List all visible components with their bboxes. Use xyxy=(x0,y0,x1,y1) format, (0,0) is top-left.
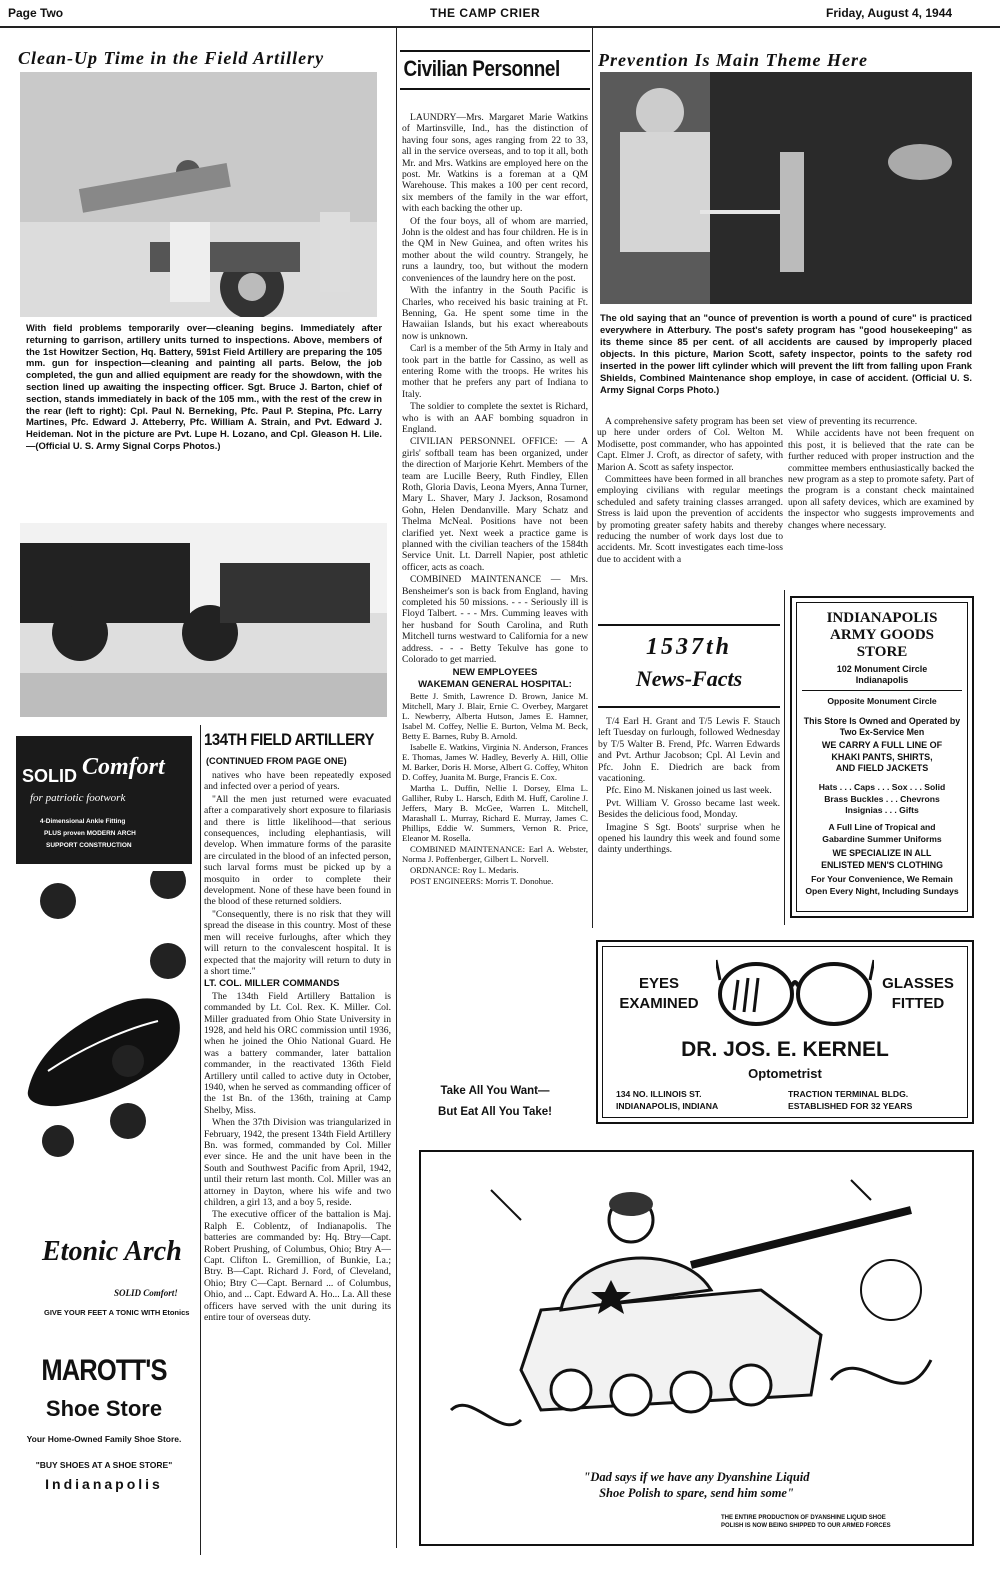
cartoon-ad xyxy=(419,1150,974,1546)
fa134-paragraph: "All the men just returned were evacuated after a comparatively short exposure to filariasis and there is little likelihood—that serious consequences, including elephantiasis, will develop. When immature forms of the parasite are circulated in the blood of an infected person, such larval forms must be picked up by a mosquito in order to complete their development. None of these have been found in the blood of these returned soldiers. xyxy=(204,793,391,908)
shoe-ad-feature: PLUS proven MODERN ARCH xyxy=(44,830,136,837)
slogan-line-1: Take All You Want— xyxy=(440,1085,550,1097)
cartoon-fine-print xyxy=(721,1514,891,1530)
army-goods-line-item: KHAKI PANTS, SHIRTS, xyxy=(831,751,933,762)
optometrist-building-line: TRACTION TERMINAL BLDG. xyxy=(788,1089,909,1099)
shoe-ad-store-type: Shoe Store xyxy=(45,1396,163,1421)
optometrist-name: DR. JOS. E. KERNEL xyxy=(681,1038,889,1061)
fa134-paragraph: natives who have been repeatedly exposed and infected over a period of years. xyxy=(204,770,391,793)
army-goods-owned: This Store Is Owned and Operated by Two Ex-Service Men xyxy=(803,716,961,737)
shoe-ad-feature: SUPPORT CONSTRUCTION xyxy=(46,842,132,849)
civilian-paragraph: The soldier to complete the sextet is Richard, who is with an AAF bombing squadron in England. xyxy=(402,401,588,435)
artillery-photo-bottom xyxy=(20,523,387,717)
civilian-body xyxy=(402,112,588,912)
fa134-paragraph: When the 37th Division was triangularized in February, 1942, the present 134th Field Artillery Bn. was formed, commanded by Col. Miller ever since. He and the unit have been in the South and Southwest Pacific from April, 1942, until their return last month. Col. Miller was an attorney in Dayton, where his wife and two children, a girl 13, and a boy 5, reside. xyxy=(204,1117,391,1209)
fa134-continued: (CONTINUED FROM PAGE ONE) xyxy=(206,756,347,766)
optometrist-address-line: INDIANAPOLIS, INDIANA xyxy=(616,1101,719,1111)
army-goods-name-line: STORE xyxy=(856,644,908,660)
news-facts-paragraph: T/4 Earl H. Grant and T/5 Lewis F. Stauch left Tuesday on furlough, followed Wednesday by T/5 Walter B. Frend, Pfc. Warren Edwards and Pvt. Arthur Jacobson; Cpl. Al Levin and Pfc. John E. Diedrich are back from vacationing. xyxy=(598,716,780,785)
army-goods-specialize-line: WE SPECIALIZE IN ALL xyxy=(832,848,932,858)
artillery-photo-top xyxy=(20,72,377,317)
army-goods-line-item: WE CARRY A FULL LINE OF xyxy=(821,740,943,750)
optometrist-address xyxy=(616,1088,718,1112)
fa134-paragraph: The executive officer of the battalion is Maj. Ralph E. Coblentz, of Indianapolis. The batteries are commanded by: Hq. Btry—Capt. Robert Prushing, of Columbus, Ohio; Btry A—Capt. Clifton L. Gremillion, of Bunkie, La.; Btry. B—Capt. Richard J. Ford, of Cleveland, Ohio; Btry C—Capt. Bernard ... of Columbus, Ohio, and ... Capt. Edward A. Ho... La. All these officers have served with the unit during its entire tour of overseas duty. xyxy=(204,1209,391,1324)
optometrist-eyes-line: EXAMINED xyxy=(619,995,699,1012)
army-goods-convenience: For Your Convenience, We Remain Open Every Night, Including Sundays xyxy=(805,874,959,896)
army-goods-items xyxy=(792,782,972,817)
army-goods-specialize xyxy=(792,848,972,871)
civilian-paragraph: With the infantry in the South Pacific is Charles, who received his basic training at Ft. Benning, Ga. He spent some time in the Hawaiian Islands, but his exact whereabouts now is unknown. xyxy=(402,285,588,342)
optometrist-building xyxy=(788,1088,912,1112)
optometrist-glasses xyxy=(866,974,970,1014)
army-goods-line-item: AND FIELD JACKETS xyxy=(835,763,929,773)
fa134-paragraph: "Consequently, there is no risk that they will spread the disease in this country. Most of these men will receive furloughs, after which they will return to the convalescent hospital. It is expected that the majority will return to duty in a short time." xyxy=(204,908,391,977)
optometrist-building-line: ESTABLISHED FOR 32 YEARS xyxy=(788,1101,913,1111)
army-goods-items-line: Brass Buckles . . . Chevrons xyxy=(824,793,940,804)
shoe-ad-tonic: GIVE YOUR FEET A TONIC WITH Etonics xyxy=(44,1308,190,1317)
army-goods-tropical-line: Gabardine Summer Uniforms xyxy=(822,833,942,844)
shoe-illustration xyxy=(18,871,194,1171)
cartoon-caption-1: "Dad says if we have any Dyanshine Liquid xyxy=(583,1470,810,1484)
prevention-caption: The old saying that an "ounce of prevention is worth a pound of cure" is practiced everywhere in Atterbury. The post's safety program has "good housekeeping" as its theme since 85 per cent. of all accidents are caused by improperly placed objects. In this picture, Marion Scott, safety inspector, points to the safety rod inserted in the power lift cylinder which will prevent the lift from falling upon Frank Shields, Combined Maintenance shop employe, in case of accident. (Official U. S. Army Signal Corps Photo.) xyxy=(600,312,972,395)
post-engineers-list: POST ENGINEERS: Morris T. Donohue. xyxy=(410,876,554,887)
optometrist-eyes xyxy=(604,974,714,1014)
prevention-headline: Prevention Is Main Theme Here xyxy=(598,50,868,70)
shoe-ad-buy: "BUY SHOES AT A SHOE STORE" xyxy=(35,1460,173,1470)
optometrist-ad xyxy=(596,940,974,1124)
shoe-ad-solid: SOLID xyxy=(22,766,78,786)
tank-cartoon xyxy=(431,1160,961,1460)
news-facts-body xyxy=(598,716,780,916)
issue-date: Friday, August 4, 1944 xyxy=(826,6,953,20)
news-facts-header xyxy=(598,624,780,708)
prevention-paragraph: A comprehensive safety program has been set up here under orders of Col. Welton M. Modisette, post commander, who has appointed Capt. Elmer J. Croft, as director of safety, with Marion A. Scott as safety inspector. xyxy=(597,416,783,473)
cartoon-fine-print-line: POLISH IS NOW BEING SHIPPED TO OUR ARMED FORCES xyxy=(721,1523,891,1529)
news-facts-paragraph: Pfc. Eino M. Niskanen joined us last week. xyxy=(606,785,772,797)
hospital-head: WAKEMAN GENERAL HOSPITAL: xyxy=(418,678,572,690)
shoe-ad-patriotic: for patriotic footwork xyxy=(30,792,126,804)
civilian-paragraph: Carl is a member of the 5th Army in Italy and took part in the battle for Cassino, as well as entering Rome with the troops. He writes his mother that he prefers any part of Indiana to Italy. xyxy=(402,343,588,400)
prevention-paragraph: view of preventing its recurrence. xyxy=(788,416,918,427)
optometrist-eyes-line: EYES xyxy=(638,975,680,992)
civilian-headline: Civilian Personnel xyxy=(403,56,560,81)
shoe-ad xyxy=(14,736,194,1551)
shoe-ad-solid-comfort: SOLID Comfort! xyxy=(114,1288,178,1298)
army-goods-tropical-line: A Full Line of Tropical and xyxy=(828,822,936,832)
shoe-ad-comfort: Comfort xyxy=(82,754,165,780)
prevention-col-1 xyxy=(597,416,783,588)
shoe-ad-brand: Etonic Arch xyxy=(42,1236,182,1267)
page-number: Page Two xyxy=(8,6,64,20)
army-goods-opposite: Opposite Monument Circle xyxy=(827,696,937,706)
army-goods-tropical xyxy=(792,822,972,845)
optometrist-title: Optometrist xyxy=(748,1066,822,1081)
shoe-ad-feature: 4-Dimensional Ankle Fitting xyxy=(40,818,126,825)
glasses-icon xyxy=(716,950,874,1032)
slogan-line-2: But Eat All You Take! xyxy=(438,1106,552,1118)
army-goods-items-line: Insignias . . . Gifts xyxy=(845,805,919,815)
army-goods-name-line: INDIANAPOLIS xyxy=(826,610,938,626)
army-goods-items-line: Hats . . . Caps . . . Sox . . . Solid xyxy=(818,782,946,792)
optometrist-glasses-line: FITTED xyxy=(891,995,945,1012)
prevention-paragraph: Committees have been formed in all branches employing civilians with regular meetings scheduled and safety training classes arranged. Stress is laid upon the prevention of accidents by promoting greater safety habits and thereby reducing the number of work days lost due to accidents. Mr. Scott investigates each time-loss due to accident with a xyxy=(597,474,783,565)
army-goods-address: 102 Monument Circle xyxy=(836,664,928,674)
optometrist-address-line: 134 NO. ILLINOIS ST. xyxy=(616,1089,702,1099)
army-goods-line xyxy=(792,740,972,775)
fa134-paragraph: The 134th Field Artillery Battalion is commanded by Lt. Col. Rex. K. Miller. Col. Miller graduated from Ohio State University in 1928, and held his ORC commission until 1936, when he joined the Ohio National Guard. He was a battery commander, later battalion commander, in the reactivated 136th Field Artillery until called to active duty in October, 1940, when he served as commanding officer of the 1st Bn. of the 136th, training at Camp Shelby, Miss. xyxy=(204,990,391,1116)
cartoon-caption-2: Shoe Polish to spare, send him some" xyxy=(599,1486,794,1500)
new-employees-head: NEW EMPLOYEES xyxy=(452,666,538,678)
employee-list: Bette J. Smith, Lawrence D. Brown, Janice M. Mitchell, Mary J. Blair, Ernie C. Overbey, Margaret L. Newberry, Alberta Hutson, James E. Hamner, Isabel M. Coffey, Nellie E. Burton, Velma M. Beck, Betty E. Barnes, Ruby B. Arnold. xyxy=(402,691,588,742)
army-goods-specialize-line: ENLISTED MEN'S CLOTHING xyxy=(821,859,943,870)
news-facts-paragraph: Pvt. William V. Grosso became last week. Besides the delicious food, Monday. xyxy=(598,797,780,821)
army-goods-name xyxy=(792,610,972,661)
prevention-photo xyxy=(600,72,972,304)
news-facts-title-1: 1537th xyxy=(645,634,732,660)
shoe-ad-banner xyxy=(16,736,192,864)
artillery-headline: Clean-Up Time in the Field Artillery xyxy=(18,48,325,68)
civilian-paragraph: LAUNDRY—Mrs. Margaret Marie Watkins of Martinsville, Ind., has the distinction of having four sons, ages ranging from 22 to 33, all in the service overseas, and to top it all, both Mr. and Mrs. Watkins are employed here on the post. Mr. Watkins is a foreman at a QM Warehouse. This makes a 100 per cent record, six members of the family in the war effort, with each backing the other up. xyxy=(402,112,588,215)
shoe-ad-family: Your Home-Owned Family Shoe Store. xyxy=(26,1434,182,1444)
prevention-paragraph: While accidents have not been frequent on this post, it is believed that the rate can be further reduced with proper instruction and the committee members enthusiastically backed the new program as a step to promote safety. Part of the program is a constant check maintained upon all safety devices, which are examined by the inspector who suggests improvements and changes where necessary. xyxy=(788,428,974,531)
news-facts-paragraph: Imagine S Sgt. Boots' surprise when he opened his laundry this week and found some dainty underthings. xyxy=(598,821,780,856)
civilian-paragraph: CIVILIAN PERSONNEL OFFICE: — A girls' softball team has been organized, under the direction of Marjorie Kehrt. Members of the team are Lucille Beery, Ruth Findley, Ellen Roth, Gloria Davis, Leona Myers, Anna Turner, Mary L. Shaver, Mary J. Jackson, Rosamond Gohn, Helen Dendanville. Mary Schatz and Thelma McNeal. Positions have not been clarified yet. Next week a practice game is planned with the civilian teachers of the 1584th Service Unit. Lt. Darrell Napier, post athletic officer, acts as coach. xyxy=(402,436,588,573)
employee-list: Martha L. Duffin, Nellie I. Dorsey, Elma L. Galliher, Ruby L. Harsch, Edith M. Huff, Caroline J. Jeffers, Mary B. McGee, Warren L. Mitchell, Marashall L. Murray, Richard E. Murray, James C. Phillips, Eddie W. Summers, Vernon R. Price, Eleanor M. Rosella. xyxy=(402,783,588,844)
army-goods-ad xyxy=(790,596,974,918)
civilian-paragraph: COMBINED MAINTENANCE — Mrs. Bensheimer's son is back from England, having completed his 50 missions. - - - Seriously ill is Floyd Talbert. - - - Mrs. Cumming leaves with her husband for South Carolina, and Ruth Mitchell turns westward to California for a new address. - - - Betty Tekulve has gone to Colorado to get married. xyxy=(402,574,588,666)
shoe-ad-store-name: MAROTT'S xyxy=(41,1354,167,1387)
employee-list: Isabelle E. Watkins, Virginia N. Anderson, Frances E. Thomas, James W. Hadley, Beverly A. Hill, Ollie M. Barker, Doris H. Morse, Albert G. Coffey, Whiton D. Coffey, Juanita M. Burge, Francis E. Cox. xyxy=(402,742,588,783)
shoe-ad-city: Indianapolis xyxy=(45,1476,163,1492)
fa134-body xyxy=(204,770,391,1550)
paper-name: THE CAMP CRIER xyxy=(430,6,541,20)
civilian-paragraph: Of the four boys, all of whom are married, John is the oldest and has four children. He is in the QM in New Guinea, and often writes his mother about the wild country. Strangely, he runs a laundry, too, but without the modern conveniences of the laundry here on the post. xyxy=(402,215,588,284)
prevention-col-2 xyxy=(788,416,974,576)
ordnance-list: ORDNANCE: Roy L. Medaris. xyxy=(410,865,519,876)
fa134-subhead: LT. COL. MILLER COMMANDS xyxy=(204,978,340,990)
cartoon-fine-print-line: THE ENTIRE PRODUCTION OF DYANSHINE LIQUID SHOE xyxy=(721,1515,886,1521)
news-facts-title-2: News-Facts xyxy=(635,666,743,691)
optometrist-glasses-line: GLASSES xyxy=(882,975,954,992)
fa134-headline: 134TH FIELD ARTILLERY xyxy=(204,730,375,749)
army-goods-city: Indianapolis xyxy=(855,675,909,685)
combined-list: COMBINED MAINTENANCE: Earl A. Webster, Norma J. Poffenberger, Gilbert L. Norvell. xyxy=(402,844,588,865)
army-goods-name-line: ARMY GOODS xyxy=(829,627,935,643)
artillery-caption: With field problems temporarily over—cleaning begins. Immediately after returning to garrison, artillery units turned to inspections. Above, members of the 1st Howitzer Section, Hq. Battery, 591st Field Artillery are preparing the 105 mm. gun for inspection—cleaning and painting all parts. Below, the job completed, the gun and allied equipment are ready for the showdown, with the section lined up awaiting the inspecting officer. Sgt. Bruce J. Barton, chief of section, stands immediately in back of the 105 mm., with the rest of the crew in the rear (left to right): Cpl. Paul N. Berneking, Pfc. Paul P. Stepina, Pfc. Larry Martines, Pfc. Edward J. Atteberry, Pfc. William A. Strain, and Pvt. Edward J. Heideman. Not in the picture are Pvt. Lupe H. Lozano, and Cpl. Gleason H. Lile.—(Official U. S. Army Signal Corps Photos.) xyxy=(26,322,382,451)
